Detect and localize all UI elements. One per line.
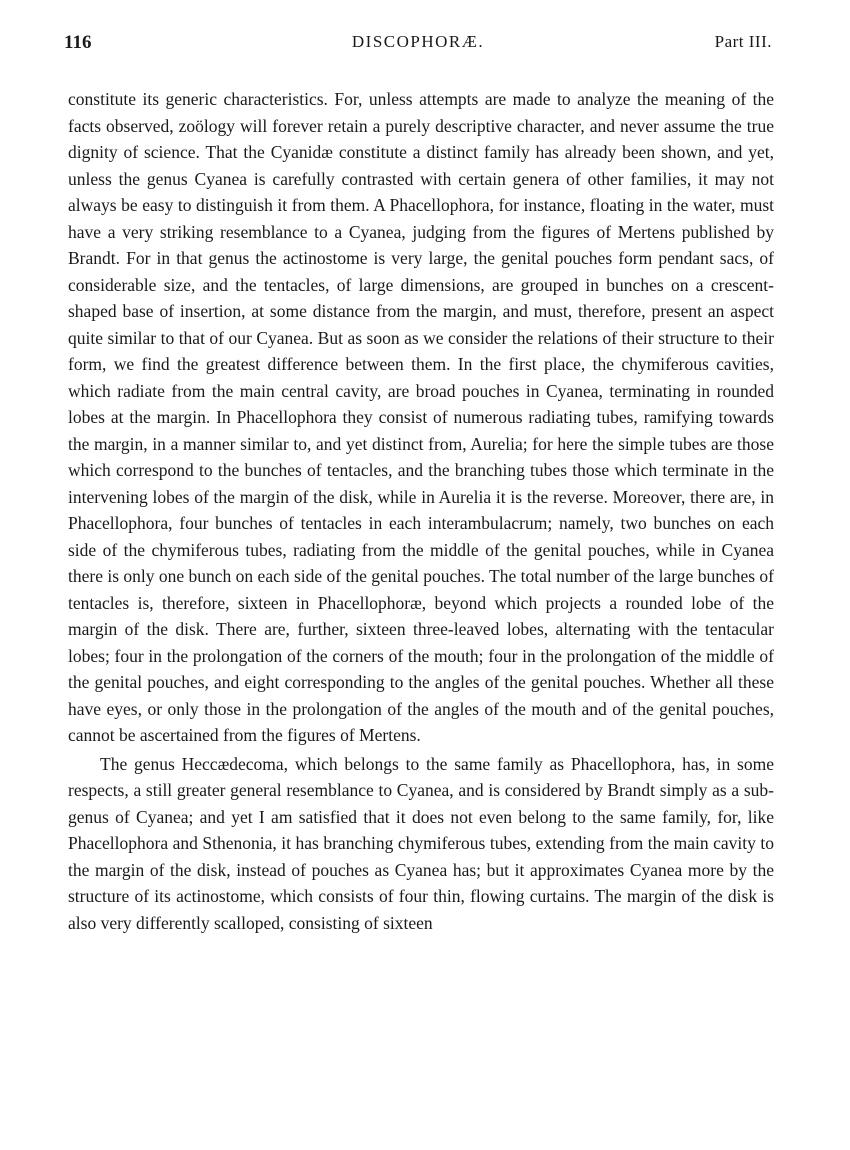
paragraph-heccaedecoma: The genus Heccædecoma, which belongs to the same family as Phacellophora, has, in some respects, a still greater general resemblance to Cyanea, and is considered by Brandt simply as a sub-genus of Cyanea; and yet I am satisfied that it does not even belong to the same family, for, like Phacellophora and Sthenonia, it has branching chymiferous tubes, extending from the main cavity to the margin of the disk, instead of pouches as Cyanea has; but it approximates Cyanea more by the structure of its actinostome, which consists of four thin, flowing curtains. The margin of the disk is also very differently scalloped, consisting of sixteen <box>68 753 774 933</box>
paragraph-continued: constitute its generic characteristics. For, unless attempts are made to analyze the meaning of the facts observed, zoölogy will forever retain a purely descriptive character, and never assume the true dignity of science. That the Cyanidæ constitute a distinct family has already been shown, and yet, unless the genus Cyanea is carefully contrasted with certain genera of other families, it may not always be easy to distinguish it from them. A Phacellophora, for instance, floating in the water, must have a very striking resemblance to a Cyanea, judging from the figures of Mertens published by Brandt. For in that genus the actinostome is very large, the genital pouches form pendant sacs, of considerable size, and the tentacles, of large dimensions, are grouped in bunches on a crescent-shaped base of insertion, at some distance from the margin, and must, therefore, present an aspect quite similar to that of our Cyanea. But as soon as we consider the relations of their structure to their form, we find the greatest difference between them. In the first place, the chymiferous cavities, which radiate from the main central cavity, are broad pouches in Cyanea, terminating in rounded lobes at the margin. In Phacellophora they consist of numerous radiating tubes, ramifying towards the margin, in a manner similar to, and yet distinct from, Aurelia; for here the simple tubes are those which correspond to the bunches of tentacles, and the branching tubes those which terminate in the intervening lobes of the margin of the disk, while in Aurelia it is the reverse. Moreover, there are, in Phacellophora, four bunches of tentacles in each interambulacrum; namely, two bunches on each side of the chymiferous tubes, radiating from the middle of the genital pouches, while in Cyanea there is only one bunch on each side of the genital pouches. The total number of the large bunches of tentacles is, therefore, sixteen in Phacellophoræ, beyond which projects a rounded lobe of the margin of the disk. There are, further, sixteen three-leaved lobes, alternating with the tentacular lobes; four in the prolongation of the corners of the mouth; four in the prolongation of the middle of the genital pouches, and eight corresponding to the angles of the genital pouches. Whether all these have eyes, or only those in the prolongation of the angles of the mouth and of the genital pouches, cannot be ascertained from the figures of Mertens. <box>68 89 774 745</box>
running-head <box>64 32 772 60</box>
part-label: Part III. <box>714 32 772 51</box>
running-title: DISCOPHORÆ. <box>351 32 485 51</box>
page-number: 116 <box>64 32 92 53</box>
body-text <box>68 86 774 936</box>
